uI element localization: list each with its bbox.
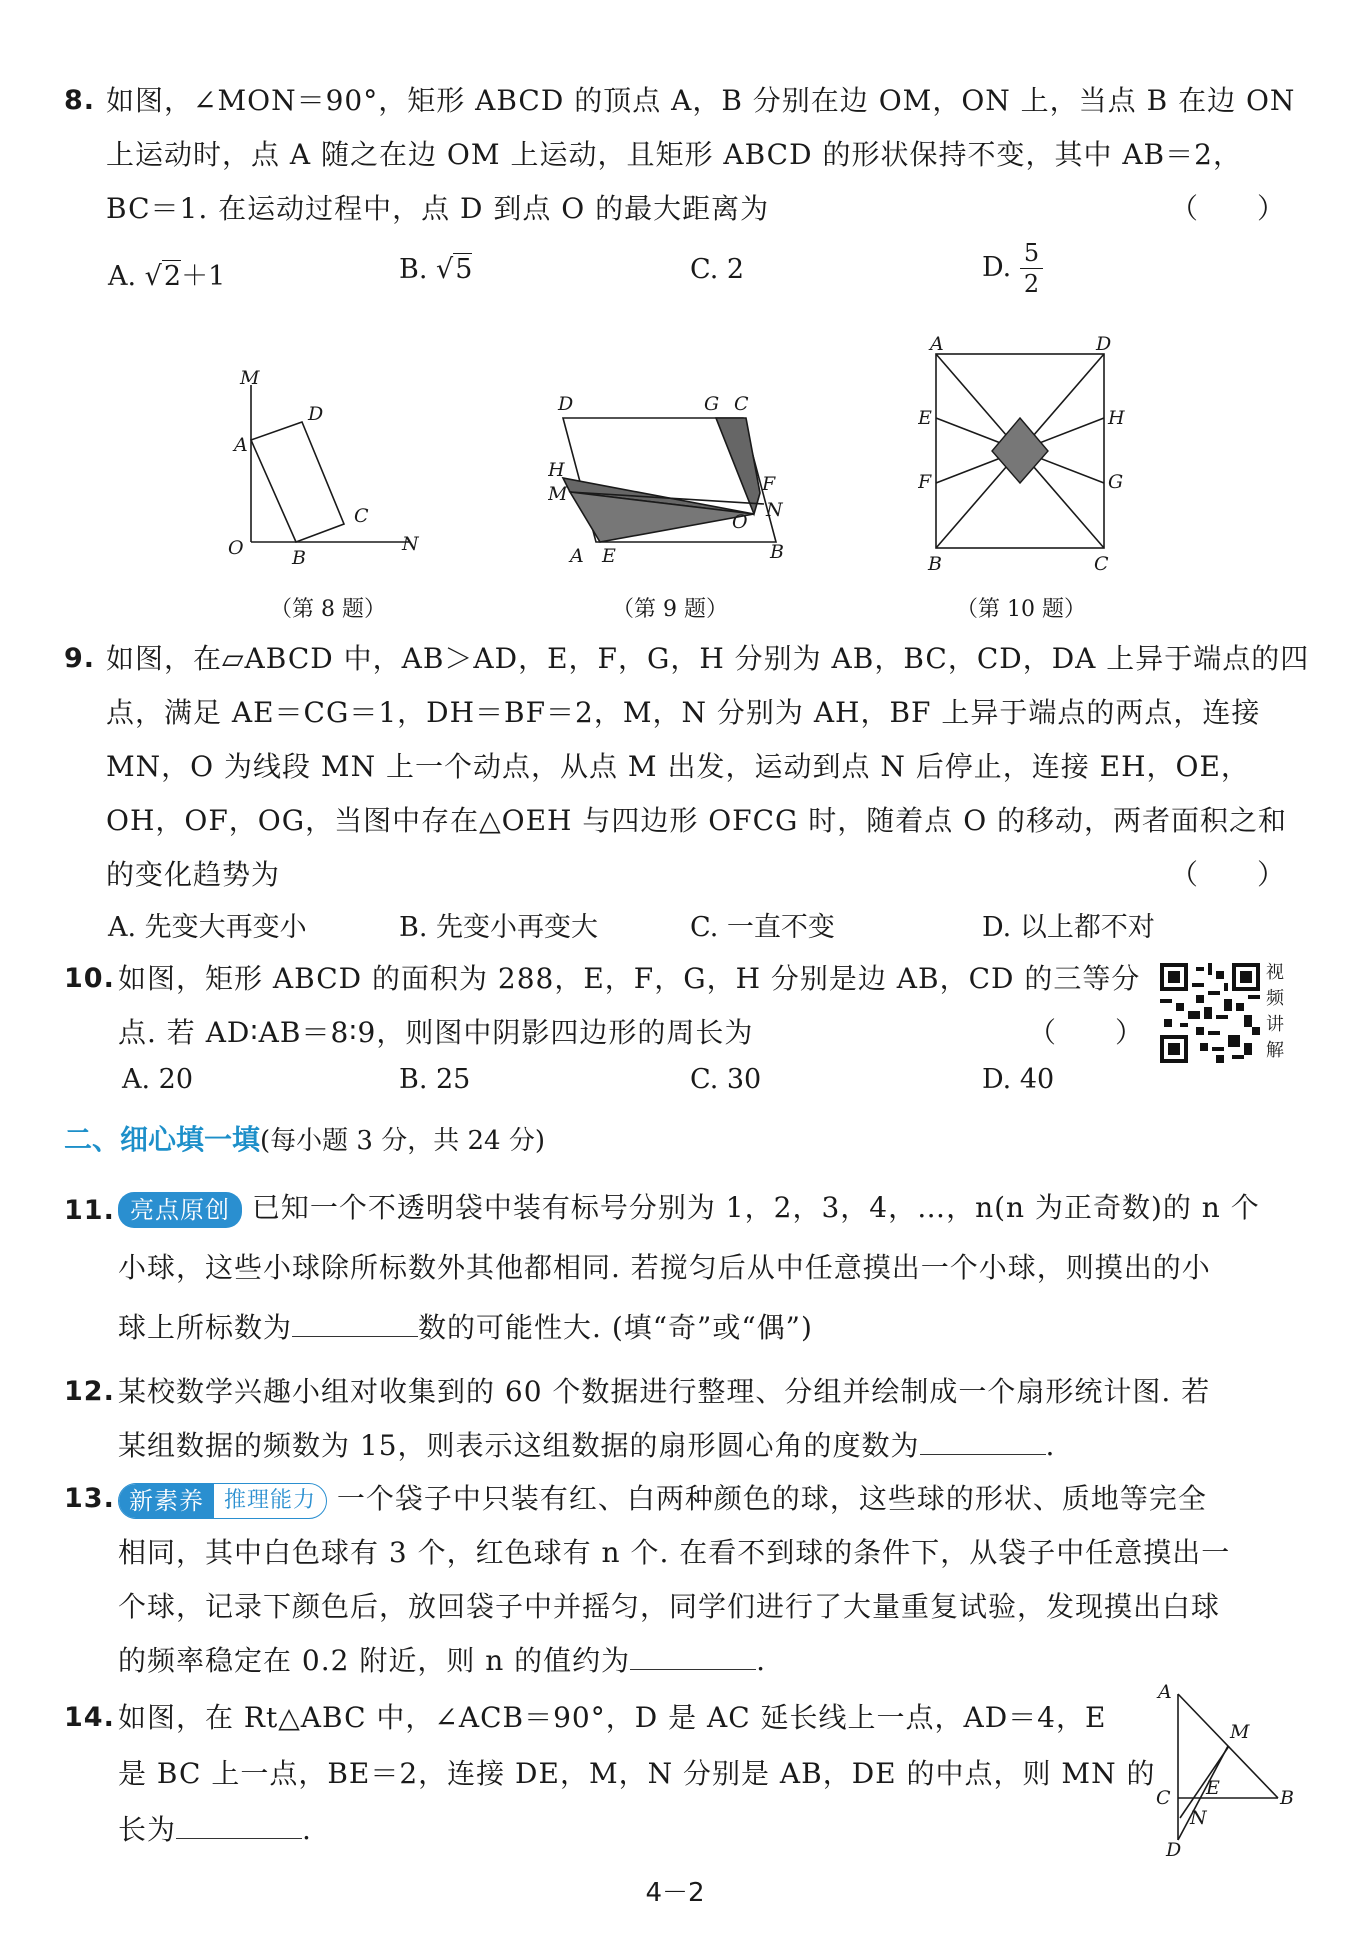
figure-8: [224, 360, 440, 570]
question-text: 已知一个不透明袋中装有标号分别为 1，2，3，4，…，n(n 为正奇数)的 n 个: [251, 1191, 1260, 1224]
question-13: 13. 新素养 推理能力 一个袋子中只装有红、白两种颜色的球，这些球的形状、质地等完全 相同，其中白色球有 3 个，红色球有 n 个. 在看不到球的条件下，从袋子中任意摸出一 个球，记录下颜色后，放回袋子中并摇匀，同学们进行了大量重复试验，发现摸出白球 的频率稳定在 0.2 附近，则 n 的值约为 .: [64, 1472, 1286, 1688]
option-d[interactable]: D. 40: [982, 1064, 1055, 1095]
option-b[interactable]: B. 先变小再变大: [399, 912, 599, 943]
figure-10-caption: （第 10 题）: [956, 597, 1086, 622]
question-text: 点，满足 AE＝CG＝1，DH＝BF＝2，M，N 分别为 AH，BF 上异于端点的两点，连接: [106, 696, 1261, 729]
option-a[interactable]: A. 20: [122, 1064, 194, 1095]
label-h: H: [1108, 407, 1125, 429]
q9-options: [108, 905, 1288, 955]
question-9: [64, 632, 1310, 902]
question-11: [64, 1178, 1286, 1358]
figure-14: [1150, 1678, 1300, 1858]
question-number: 13.: [64, 1483, 115, 1514]
question-text: 小球，这些小球除所标数外其他都相同. 若搅匀后从中任意摸出一个小球，则摸出的小: [118, 1251, 1211, 1284]
label-c: C: [1094, 553, 1109, 575]
label-o: O: [732, 511, 748, 533]
option-a[interactable]: A. √2＋1: [108, 261, 226, 292]
label-g: G: [704, 393, 720, 415]
fraction: $\frac{5}{2}$: [1020, 238, 1043, 299]
option-a[interactable]: A. 先变大再变小: [108, 912, 307, 943]
page-number: 4－2: [645, 1878, 705, 1908]
question-text: 的变化趋势为: [106, 858, 281, 891]
label-m: M: [240, 367, 260, 389]
label-n: N: [766, 499, 783, 521]
question-text: BC＝1. 在运动过程中，点 D 到点 O 的最大距离为: [106, 192, 770, 225]
answer-blank[interactable]: [292, 1306, 418, 1337]
question-text: 球上所标数为: [118, 1311, 293, 1344]
question-10: [64, 952, 1144, 1060]
answer-parentheses[interactable]: （ ）: [1027, 1016, 1144, 1049]
label-a: A: [570, 545, 584, 567]
highlight-badge: 亮点原创: [118, 1192, 242, 1228]
question-number: 12.: [64, 1376, 115, 1407]
question-text: 个球，记录下颜色后，放回袋子中并摇匀，同学们进行了大量重复试验，发现摸出白球: [118, 1590, 1221, 1623]
question-text: 一个袋子中只装有红、白两种颜色的球，这些球的形状、质地等完全: [336, 1482, 1207, 1515]
label-b: B: [928, 553, 942, 575]
literacy-badge: 新素养 推理能力: [118, 1483, 327, 1519]
option-c[interactable]: C. 2: [690, 254, 745, 285]
question-text: 如图，矩形 ABCD 的面积为 288，E，F，G，H 分别是边 AB，CD 的三等分: [118, 962, 1141, 995]
option-d[interactable]: D. 以上都不对: [982, 912, 1155, 943]
figure-8-caption: （第 8 题）: [270, 597, 386, 622]
figure-10: [918, 332, 1130, 578]
question-number: 14.: [64, 1702, 115, 1733]
label-o: O: [228, 537, 244, 559]
label-a: A: [930, 333, 944, 355]
question-text: 某校数学兴趣小组对收集到的 60 个数据进行整理、分组并绘制成一个扇形统计图. 若: [118, 1375, 1211, 1408]
label-d: D: [1096, 333, 1112, 355]
option-b[interactable]: B. 25: [399, 1064, 471, 1095]
label-m: M: [548, 483, 568, 505]
qr-code-icon[interactable]: [1160, 963, 1260, 1063]
question-text: 点. 若 AD∶AB＝8∶9，则图中阴影四边形的周长为: [118, 1016, 754, 1049]
question-text: 如图，∠MON＝90°，矩形 ABCD 的顶点 A，B 分别在边 OM，ON 上，当点 B 在边 ON: [106, 84, 1296, 117]
label-n: N: [1190, 1807, 1207, 1829]
question-text: 数的可能性大. (填“奇”或“偶”): [418, 1311, 813, 1344]
label-b: B: [1280, 1787, 1294, 1809]
section-heading: 二、细心填一填(每小题 3 分，共 24 分): [64, 1123, 545, 1156]
answer-blank[interactable]: [630, 1639, 756, 1670]
answer-parentheses[interactable]: （ ）: [1169, 858, 1286, 891]
option-c[interactable]: C. 30: [690, 1064, 762, 1095]
label-n: N: [402, 533, 419, 555]
question-number: 10.: [64, 963, 115, 994]
label-d: D: [308, 403, 324, 425]
question-text: MN，O 为线段 MN 上一个动点，从点 M 出发，运动到点 N 后停止，连接 EH，OE，: [106, 750, 1250, 783]
question-text: 如图，在 Rt△ABC 中，∠ACB＝90°，D 是 AC 延长线上一点，AD＝4，E: [118, 1701, 1107, 1734]
label-e: E: [918, 407, 932, 429]
label-b: B: [292, 547, 306, 569]
label-h: H: [548, 459, 565, 481]
question-text: 某组数据的频数为 15，则表示这组数据的扇形圆心角的度数为: [118, 1429, 920, 1462]
q8-options: [108, 239, 1288, 304]
question-text: 的频率稳定在 0.2 附近，则 n 的值约为: [118, 1644, 631, 1677]
question-8: [64, 74, 1296, 236]
label-c: C: [354, 505, 369, 527]
label-a: A: [1158, 1681, 1172, 1703]
label-a: A: [234, 434, 248, 456]
question-text: 如图，在▱ABCD 中，AB＞AD，E，F，G，H 分别为 AB，BC，CD，DA 上异于端点的四: [106, 642, 1310, 675]
question-text: 上运动时，点 A 随之在边 OM 上运动，且矩形 ABCD 的形状保持不变，其中 AB＝2，: [106, 138, 1242, 171]
label-e: E: [602, 545, 616, 567]
option-c[interactable]: C. 一直不变: [690, 912, 835, 943]
question-text: 是 BC 上一点，BE＝2，连接 DE，M，N 分别是 AB，DE 的中点，则 MN 的: [118, 1757, 1156, 1790]
answer-parentheses[interactable]: （ ）: [1169, 192, 1286, 225]
option-d[interactable]: D. $\frac{5}{2}$: [982, 238, 1043, 299]
question-number: 11.: [64, 1195, 115, 1226]
label-d: D: [558, 393, 574, 415]
question-number: 8.: [64, 85, 96, 116]
question-text: 相同，其中白色球有 3 个，红色球有 n 个. 在看不到球的条件下，从袋子中任意摸出一: [118, 1536, 1231, 1569]
label-m: M: [1230, 1721, 1250, 1743]
question-12: 12. 某校数学兴趣小组对收集到的 60 个数据进行整理、分组并绘制成一个扇形统计图. 若 某组数据的频数为 15，则表示这组数据的扇形圆心角的度数为 .: [64, 1365, 1286, 1473]
label-c: C: [734, 393, 749, 415]
label-c: C: [1156, 1787, 1171, 1809]
label-b: B: [770, 541, 784, 563]
label-d: D: [1166, 1839, 1182, 1858]
figure-9: [548, 390, 798, 570]
question-number: 9.: [64, 643, 96, 674]
answer-blank[interactable]: [920, 1424, 1046, 1455]
figure-9-caption: （第 9 题）: [612, 597, 728, 622]
question-text: OH，OF，OG，当图中存在△OEH 与四边形 OFCG 时，随着点 O 的移动，两者面积之和: [106, 804, 1288, 837]
question-14: 14. 如图，在 Rt△ABC 中，∠ACB＝90°，D 是 AC 延长线上一点，AD＝4，E 是 BC 上一点，BE＝2，连接 DE，M，N 分别是 AB，DE 的中点，则 MN 的 长为 .: [64, 1690, 1144, 1858]
label-f: F: [762, 473, 776, 495]
qr-video-label: 视 频 讲 解: [1266, 962, 1284, 1061]
answer-blank[interactable]: [176, 1808, 302, 1839]
question-text: 长为: [118, 1813, 177, 1846]
label-g: G: [1108, 471, 1124, 493]
q10-options: [108, 1064, 1288, 1114]
option-b[interactable]: B. √5: [399, 254, 473, 285]
label-f: F: [918, 471, 932, 493]
label-e: E: [1206, 1777, 1220, 1799]
